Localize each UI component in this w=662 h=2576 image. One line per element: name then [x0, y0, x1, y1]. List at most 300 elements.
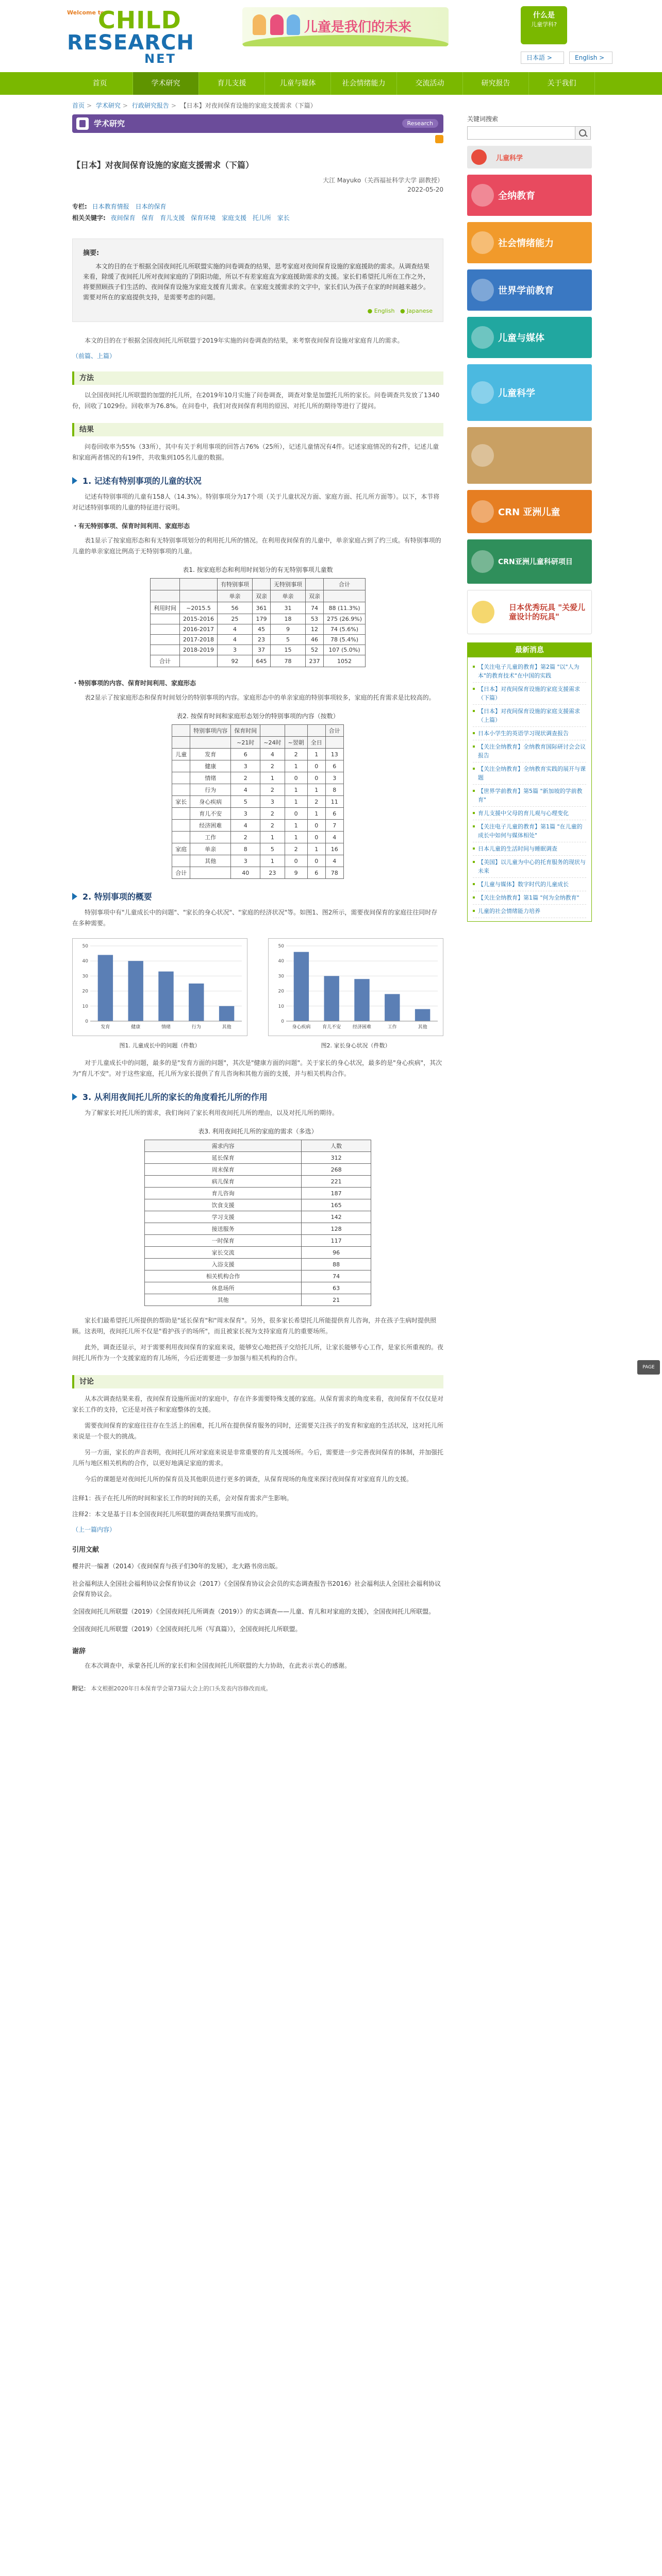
table-row — [145, 1199, 371, 1211]
table-header-cell: 有特别事项 — [217, 579, 252, 590]
latest-news-list — [468, 657, 591, 921]
table-cell: 2 — [231, 832, 260, 843]
table-cell: 2 — [260, 808, 285, 820]
reference-item: 社会福利法人全国社会福利协议会保育协议会（2017）《全国保育协议会会员的实态调查报告书2016》社会福利法人全国社会福利协议会保育协议会。 — [72, 1580, 441, 1598]
table-header-cell — [323, 590, 365, 602]
table-cell: 13 — [325, 749, 343, 760]
table-cell: 4 — [217, 635, 252, 645]
table-header-cell: 双亲 — [252, 590, 270, 602]
table-cell: 4 — [260, 749, 285, 760]
table-cell: 延长保育 — [145, 1152, 302, 1164]
table-cell: ~2015.5 — [180, 602, 218, 614]
table-cell: 11 — [325, 796, 343, 808]
table-row — [172, 820, 343, 832]
bar — [294, 952, 309, 1021]
logo-net-text: NET — [144, 52, 176, 66]
table-cell: 接送服务 — [145, 1223, 302, 1235]
intro-paragraph: 本文的目的在于根据全国夜间托儿所联盟于2019年实施的问卷调查的结果，来考察夜间保育设施对家庭育儿的需求。 — [85, 337, 404, 344]
table-cell: 0 — [307, 760, 325, 772]
table-row — [151, 602, 366, 614]
news-item[interactable]: 【美国】以儿童为中心的托育服务的现状与未来 — [473, 856, 586, 878]
banner-inclusive-education[interactable]: 全纳教育 — [467, 175, 592, 216]
table-row — [151, 635, 366, 645]
table-cell — [180, 655, 218, 667]
news-item[interactable]: 育儿支援中父母的育儿观与心理变化 — [473, 807, 586, 820]
nav-item[interactable]: 研究报告 — [463, 72, 529, 95]
table-cell: 0 — [285, 808, 307, 820]
news-item[interactable]: 【关注全纳教育】全纳教育国际研讨会会议报告 — [473, 740, 586, 762]
table-cell: 1 — [307, 749, 325, 760]
figure-1 — [72, 938, 247, 1049]
inclusive-education-icon — [471, 184, 494, 207]
table-header-cell: 双亲 — [305, 590, 323, 602]
table-cell: 2 — [285, 749, 307, 760]
table-cell: 78 — [325, 867, 343, 879]
table-cell: 3 — [325, 772, 343, 784]
nav-item[interactable]: 交流活动 — [397, 72, 463, 95]
table-cell: 休息场所 — [145, 1282, 302, 1294]
nav-item[interactable]: 首页 — [67, 72, 133, 95]
table-cell — [172, 832, 190, 843]
table-cell: 3 — [231, 760, 260, 772]
news-item[interactable]: 【关注全纳教育】全纳教育实践的展开与课题 — [473, 762, 586, 785]
table-cell: 18 — [270, 614, 305, 624]
sub3-paragraph-2: 家长们最希望托儿所提供的帮助是"延长保育"和"周末保育"。另外，很多家长希望托儿所能提供育儿咨询，并在孩子生病时提供照顾。这表明，夜间托儿所不仅是"看护孩子的场所"，而且被家长视为支持家庭育儿的重要场所。 — [72, 1317, 437, 1335]
crn-logo-icon — [471, 500, 494, 523]
news-item[interactable]: 【日本】对夜间保育设施的家庭支援需求（下篇） — [473, 683, 586, 705]
table1-caption: 表1. 按家庭形态和利用时间划分的有无特别事项儿童数 — [183, 566, 333, 573]
keyword-tag[interactable]: 保育环境 — [191, 214, 216, 222]
banner-good-toys[interactable]: 日本优秀玩具 "关爱儿童设计的玩具" — [467, 590, 592, 634]
reference-item: 全国夜间托儿所联盟（2019）《全国夜间托儿所调查（2019）》的实态调查——儿童、育儿和对家庭的支援》，全国夜间托儿所联盟。 — [72, 1608, 435, 1615]
table-header-cell: 合计 — [325, 725, 343, 737]
table-cell: 92 — [217, 655, 252, 667]
x-tick-label: 发育 — [101, 1025, 110, 1030]
table-cell: 1 — [285, 784, 307, 796]
world-preschool-icon — [471, 279, 494, 301]
table-cell: 合计 — [172, 867, 190, 879]
table3-caption: 表3. 利用夜间托儿所的家庭的需求（多选） — [198, 1128, 318, 1135]
table-cell — [172, 760, 190, 772]
heading-result: 结果 — [72, 423, 443, 436]
banner-world-preschool[interactable]: 世界学前教育 — [467, 269, 592, 311]
search-label: 关键词搜索 — [467, 115, 499, 123]
reference-item: 櫻井沢一编著（2014）《夜间保育与孩子们30年的发展》，北大路书房出版。 — [72, 1563, 282, 1570]
keyword-tag[interactable]: 托儿所 — [252, 214, 271, 222]
abstract-box — [72, 239, 443, 322]
keyword-tag[interactable]: 育儿支援 — [160, 214, 185, 222]
table-header-cell: ~21时 — [231, 737, 260, 749]
table-cell: 2 — [307, 796, 325, 808]
table-cell: 育儿咨询 — [145, 1188, 302, 1199]
table-cell: 37 — [252, 645, 270, 655]
news-item[interactable]: 【日本】对夜间保育设施的家庭支援需求（上篇） — [473, 705, 586, 727]
table-cell: 0 — [307, 772, 325, 784]
y-tick-label: 30 — [278, 974, 284, 979]
table-cell: 1 — [285, 820, 307, 832]
table-cell: 利用时间 — [151, 602, 180, 614]
table-cell: 6 — [325, 760, 343, 772]
table-cell: 经济困难 — [190, 820, 231, 832]
table-header-row — [145, 1140, 371, 1152]
table-cell — [172, 784, 190, 796]
keyword-tag[interactable]: 保育 — [141, 214, 154, 222]
table-cell: 相关机构合作 — [145, 1270, 302, 1282]
breadcrumb-home[interactable]: 首页 — [72, 102, 85, 109]
table-cell: 128 — [302, 1223, 371, 1235]
table-header-cell — [180, 579, 218, 590]
table-cell: 4 — [325, 832, 343, 843]
table-header-cell — [285, 725, 307, 737]
english-abstract-link[interactable]: ● English — [367, 308, 395, 314]
table-header-cell — [252, 579, 270, 590]
previous-article-link[interactable]: （上一篇内容） — [72, 1526, 116, 1533]
table-cell: 行为 — [190, 784, 231, 796]
table-cell: 单亲 — [190, 843, 231, 855]
y-tick-label: 20 — [82, 989, 88, 994]
table-cell: 入浴支援 — [145, 1259, 302, 1270]
table-cell: 5 — [231, 796, 260, 808]
table-cell: 6 — [231, 749, 260, 760]
table-cell: 病儿保育 — [145, 1176, 302, 1188]
table-1 — [150, 578, 366, 667]
y-tick-label: 40 — [82, 959, 88, 964]
triangle-icon — [72, 477, 77, 484]
table-header-cell: ~翌朝 — [285, 737, 307, 749]
column-label: 专栏: — [72, 203, 87, 210]
news-item[interactable]: 【关注电子儿童的教育】第2篇 "以"人为本"的教育技术"在中国的实践 — [473, 660, 586, 683]
table-cell: 74 — [305, 602, 323, 614]
table-row — [151, 624, 366, 635]
table-header-cell: 特别事项内容 — [190, 725, 231, 737]
bar — [385, 994, 400, 1021]
subheading-1: 1. 记述有特别事项的儿童的状况 — [72, 474, 443, 486]
news-item[interactable]: 【儿童与媒体】数字时代的儿童成长 — [473, 878, 586, 891]
social-emotional-icon — [471, 231, 494, 254]
child-science-icon — [471, 149, 487, 165]
table-row — [172, 760, 343, 772]
abstract-label: 摘要: — [83, 249, 100, 257]
breadcrumb-current: 【日本】对夜间保育设施的家庭支援需求（下篇） — [180, 102, 317, 109]
nav-items — [67, 72, 595, 95]
search-icon[interactable] — [575, 126, 591, 140]
table-cell: 0 — [307, 855, 325, 867]
table-header-cell: ~24时 — [260, 737, 285, 749]
english-site-link[interactable]: English > — [569, 52, 613, 64]
table-cell: 40 — [231, 867, 260, 879]
table-header-cell — [151, 590, 180, 602]
table-cell: 3 — [231, 855, 260, 867]
table-header-cell: 保育时间 — [231, 725, 260, 737]
table-header-cell — [180, 590, 218, 602]
table-cell — [151, 624, 180, 635]
news-item[interactable]: 【关注电子儿童的教育】第1篇 "在儿童的成长中如何与媒体相处" — [473, 820, 586, 842]
news-item[interactable]: 儿童的社会情绪能力培养 — [473, 905, 586, 918]
news-item[interactable]: 【关注全纳教育】第1篇 "何为全纳教育" — [473, 891, 586, 905]
banner-child-science-small[interactable]: 儿童科学 — [467, 146, 592, 168]
table-row — [151, 655, 366, 667]
reference-item: 全国夜间托儿所联盟（2019）《全国夜间托儿所（写真篇）》，全国夜间托儿所联盟。 — [72, 1625, 302, 1633]
article-author: 大江 Mayuko（关西福祉科学大学 副教授） — [323, 177, 443, 184]
table-cell: 情绪 — [190, 772, 231, 784]
table-cell: 1 — [285, 760, 307, 772]
figure-1-caption: 图1. 儿童成长中的问题（件数） — [119, 1042, 201, 1049]
table-cell: 12 — [305, 624, 323, 635]
y-tick-label: 40 — [278, 959, 284, 964]
search-input[interactable] — [467, 126, 575, 140]
bar — [189, 984, 204, 1021]
table-cell: 其他 — [145, 1294, 302, 1306]
table-cell: 1 — [307, 843, 325, 855]
table-cell: 身心疾病 — [190, 796, 231, 808]
nav-item[interactable]: 儿童与媒体 — [265, 72, 331, 95]
news-item[interactable]: 日本儿童的生活时间与睡眠调查 — [473, 842, 586, 856]
table-row — [145, 1235, 371, 1247]
child-illustration-icon — [270, 14, 284, 35]
table-row — [145, 1270, 371, 1282]
table-header-row — [172, 737, 343, 749]
table-cell: 4 — [217, 624, 252, 635]
table-cell: 88 (11.3%) — [323, 602, 365, 614]
x-tick-label: 行为 — [191, 1025, 201, 1030]
table-cell: 6 — [307, 867, 325, 879]
crn-research-icon — [471, 550, 494, 573]
table-cell: 117 — [302, 1235, 371, 1247]
table-cell: 5 — [260, 843, 285, 855]
discussion-paragraph-1: 从本次调查结果来看，夜间保育设施所面对的家庭中，存在许多需要特殊支援的家庭。从保育需求的角度来看，夜间保育不仅仅是对家长工作的支持，它还是对孩子和家庭整体的支援。 — [72, 1395, 444, 1413]
table-cell: 0 — [307, 832, 325, 843]
table-cell: 74 (5.6%) — [323, 624, 365, 635]
table-row — [145, 1247, 371, 1259]
previous-part-link[interactable]: （前篇、上篇） — [72, 352, 116, 360]
table-3 — [144, 1140, 371, 1306]
news-item[interactable]: 【世界学前教育】第5篇 "新加坡的学前教育" — [473, 785, 586, 807]
header-banner — [242, 7, 449, 46]
table-cell: 家长交流 — [145, 1247, 302, 1259]
table-row — [145, 1176, 371, 1188]
table-cell — [151, 614, 180, 624]
figures-row — [72, 938, 443, 1049]
table-row — [145, 1211, 371, 1223]
table-cell: 1 — [260, 832, 285, 843]
table-cell: 237 — [305, 655, 323, 667]
article-date: 2022-05-20 — [407, 186, 443, 193]
japanese-site-link[interactable]: 日本語 > — [521, 52, 564, 64]
table-cell: 6 — [325, 808, 343, 820]
result-paragraph: 问卷回收率为55%（33所），其中有关于利用事项的回答占76%（25所），记述儿童情况有4件。记述家庭情况的有2件，记述儿童和家庭两者情况的有19件，共收集到105名儿童的数据。 — [72, 443, 439, 461]
table-cell: 周末保育 — [145, 1164, 302, 1176]
table-header-cell: 人数 — [302, 1140, 371, 1152]
header-slogan: 儿童是我们的未来 — [304, 20, 412, 35]
sub3-paragraph-3: 此外，调查还显示，对于需要利用夜间保育的家庭来说，能够安心地把孩子交给托儿所，让家长能够专心工作，是家长所重视的。夜间托儿所作为一个支援家庭的育儿场所，今后还需要进一步加强与相关机构的合作。 — [72, 1344, 444, 1362]
table-cell: 0 — [285, 855, 307, 867]
bar — [415, 1009, 430, 1021]
keyword-tag[interactable]: 家长 — [277, 214, 290, 222]
sub1-small-heading-2: ・特别事项的内容、保育时间利用、家庭形态 — [72, 680, 196, 687]
table-cell: 家长 — [172, 796, 190, 808]
table-cell: 142 — [302, 1211, 371, 1223]
table-cell: 1 — [307, 808, 325, 820]
section-title: 学术研究 — [94, 119, 125, 128]
nav-item[interactable]: 学术研究 — [133, 72, 199, 95]
note-1: 注释1：孩子在托儿所的时间和家长工作的时间的关系，会对保育需求产生影响。 — [72, 1495, 293, 1502]
table-cell: 工作 — [190, 832, 231, 843]
table-cell: 361 — [252, 602, 270, 614]
table-cell: 3 — [260, 796, 285, 808]
table-cell: 78 — [270, 655, 305, 667]
table-cell: 家庭 — [172, 843, 190, 855]
table-cell — [172, 808, 190, 820]
table-row — [145, 1223, 371, 1235]
table-cell: 275 (26.9%) — [323, 614, 365, 624]
table-cell: 2017-2018 — [180, 635, 218, 645]
y-tick-label: 0 — [281, 1019, 284, 1024]
note-2: 注释2：本文是基于日本全国夜间托儿所联盟的调查结果撰写而成的。 — [72, 1511, 262, 1518]
nav-item[interactable]: 育儿支援 — [199, 72, 265, 95]
heading-discussion: 讨论 — [72, 1375, 443, 1388]
footnote-label: 附记： — [72, 1685, 89, 1692]
footnote-text: 本文根据2020年日本保育学会第73届大会上的口头发表内容修改而成。 — [91, 1685, 272, 1692]
acknowledgement-text: 在本次调查中，承蒙各托儿所的家长们和全国夜间托儿所联盟的大力协助，在此表示衷心的感谢。 — [85, 1662, 351, 1669]
table-cell: 21 — [302, 1294, 371, 1306]
rss-icon[interactable] — [435, 135, 443, 143]
section-tag: Research — [402, 119, 438, 128]
bar — [219, 1006, 234, 1021]
bar — [324, 976, 339, 1021]
heading-method: 方法 — [72, 371, 443, 385]
table-cell: 23 — [252, 635, 270, 645]
column-tags — [72, 201, 443, 212]
sub2-paragraph: 特别事项中有"儿童成长中的问题"、"家长的身心状况"、"家庭的经济状况"等。如图1、图2所示，需要夜间保育的家庭往往同时存在多种需要。 — [72, 909, 438, 927]
what-is-child-science-button[interactable] — [521, 6, 567, 44]
sub1-small-heading: ・有无特别事项、保育时间利用、家庭形态 — [72, 522, 190, 530]
sub2-paragraph-2: 对于儿童成长中的问题，最多的是"发育方面的问题"，其次是"健康方面的问题"。关于家长的身心状况，最多的是"身心疾病"，其次为"育儿不安"。对于这些家庭，托儿所为家长提供了育儿咨询和其他方面的支援，并与相关机构合作。 — [72, 1059, 442, 1077]
breadcrumb-level1[interactable]: 学术研究 — [95, 102, 121, 109]
y-tick-label: 30 — [82, 974, 88, 979]
keyword-tag[interactable]: 夜间保育 — [110, 214, 136, 222]
method-paragraph: 以全国夜间托儿所联盟的加盟的托儿所，在2019年10月实施了问卷调查，调查对象是加盟托儿所的家长。问卷调查共发放了1340份，回收了1029份。回收率为76.8%。在问卷中，我们对夜间保育利用的原因、对托儿所的期待等进行了提问。 — [72, 392, 440, 410]
logo-welcome-text: Welcome to — [67, 9, 105, 16]
banner-social-emotional[interactable]: 社会情绪能力 — [467, 222, 592, 263]
x-tick-label: 健康 — [131, 1025, 141, 1030]
y-tick-label: 10 — [82, 1004, 88, 1009]
figure-2-caption: 图2. 家长身心状况（件数） — [321, 1042, 391, 1049]
main-content — [72, 114, 443, 1693]
table-cell: 2 — [260, 784, 285, 796]
japanese-abstract-link[interactable]: ● Japanese — [400, 308, 433, 314]
discussion-paragraph-2: 需要夜间保育的家庭往往存在生活上的困难，托儿所在提供保育服务的同时，还需要关注孩子的发育和家庭的生活状况，这对托儿所来说是一个很大的挑战。 — [72, 1422, 444, 1440]
table-cell: 56 — [217, 602, 252, 614]
column-tag[interactable]: 日本教育情报 — [92, 203, 129, 210]
table-cell: 1 — [260, 772, 285, 784]
table-row — [172, 772, 343, 784]
discussion-paragraph-3: 另一方面，家长的声音表明，夜间托儿所对家庭来说是非常重要的育儿支援场所。今后，需要进一步完善夜间保育的体制，并加强托儿所与地区相关机构的合作，以更好地满足家庭的需求。 — [72, 1449, 444, 1467]
question-line2: 儿童学科? — [531, 21, 557, 28]
table-cell — [172, 855, 190, 867]
child-media-icon — [471, 326, 494, 349]
bar — [158, 972, 173, 1021]
table-cell: 165 — [302, 1199, 371, 1211]
table-cell: 学习支援 — [145, 1211, 302, 1223]
table-cell: 2 — [260, 760, 285, 772]
table-row — [145, 1259, 371, 1270]
table-cell: 3 — [231, 808, 260, 820]
table-2 — [172, 724, 343, 879]
table-cell: 88 — [302, 1259, 371, 1270]
table-cell: 52 — [305, 645, 323, 655]
figure-1-chart — [72, 938, 247, 1036]
banner-crn-research[interactable]: CRN亚洲儿童科研项目 — [467, 539, 592, 584]
site-logo[interactable] — [67, 6, 194, 66]
x-tick-label: 经济困难 — [352, 1025, 372, 1030]
news-item[interactable]: 日本小学生的英语学习现状调查报告 — [473, 727, 586, 740]
sub1-paragraph-3: 表2显示了按家庭形态和保育时间划分的特别事项的内容。家庭形态中的单亲家庭的特别事项较多，家庭的托育需求是比较高的。 — [85, 694, 435, 701]
table-header-cell: 单亲 — [217, 590, 252, 602]
banner-child-science[interactable]: 儿童科学 — [467, 364, 592, 421]
table-cell: 8 — [231, 843, 260, 855]
portrait-icon — [471, 444, 494, 467]
y-tick-label: 20 — [278, 989, 284, 994]
table-header-cell: 需求内容 — [145, 1140, 302, 1152]
x-tick-label: 身心疾病 — [292, 1025, 311, 1030]
table-cell: 16 — [325, 843, 343, 855]
banner-photo[interactable] — [467, 427, 592, 484]
table-cell — [172, 820, 190, 832]
table-cell: 饮食支援 — [145, 1199, 302, 1211]
table-cell: 健康 — [190, 760, 231, 772]
logo-research-text: RESEARCH — [67, 31, 194, 55]
table-row — [145, 1164, 371, 1176]
nav-item[interactable]: 社会情绪能力 — [331, 72, 397, 95]
section-header — [72, 114, 443, 133]
table-cell: 8 — [325, 784, 343, 796]
table-cell: 一时保育 — [145, 1235, 302, 1247]
table-header-cell — [190, 737, 231, 749]
table-cell: 5 — [270, 635, 305, 645]
table-cell: 2015-2016 — [180, 614, 218, 624]
banner-child-media[interactable]: 儿童与媒体 — [467, 317, 592, 358]
page-top-button[interactable]: PAGE TOP — [637, 1360, 660, 1375]
column-tag[interactable]: 日本的保育 — [135, 203, 167, 210]
table-header-cell — [325, 737, 343, 749]
x-tick-label: 其他 — [418, 1025, 427, 1030]
table-header-cell — [151, 579, 180, 590]
table-cell: 53 — [305, 614, 323, 624]
table-cell: 2018-2019 — [180, 645, 218, 655]
nav-item[interactable]: 关于我们 — [529, 72, 595, 95]
table-cell: 合计 — [151, 655, 180, 667]
banner-crn-asia[interactable]: CRN 亚洲儿童 — [467, 490, 592, 533]
bar — [98, 955, 113, 1021]
keyword-tag[interactable]: 家庭支援 — [222, 214, 247, 222]
table-cell: 1 — [307, 784, 325, 796]
abstract-language-links — [83, 308, 433, 314]
table-header-cell — [172, 725, 190, 737]
table-cell: 74 — [302, 1270, 371, 1282]
references-list — [72, 1561, 443, 1634]
table-cell: 23 — [260, 867, 285, 879]
triangle-icon — [72, 1093, 77, 1100]
table-row — [145, 1294, 371, 1306]
table-cell — [151, 645, 180, 655]
table-cell: 4 — [231, 784, 260, 796]
table-row — [172, 832, 343, 843]
table-header-cell — [172, 737, 190, 749]
breadcrumb-level2[interactable]: 行政研究报告 — [131, 102, 169, 109]
y-tick-label: 10 — [278, 1004, 284, 1009]
table-cell: 2 — [285, 843, 307, 855]
y-tick-label: 50 — [82, 944, 88, 949]
